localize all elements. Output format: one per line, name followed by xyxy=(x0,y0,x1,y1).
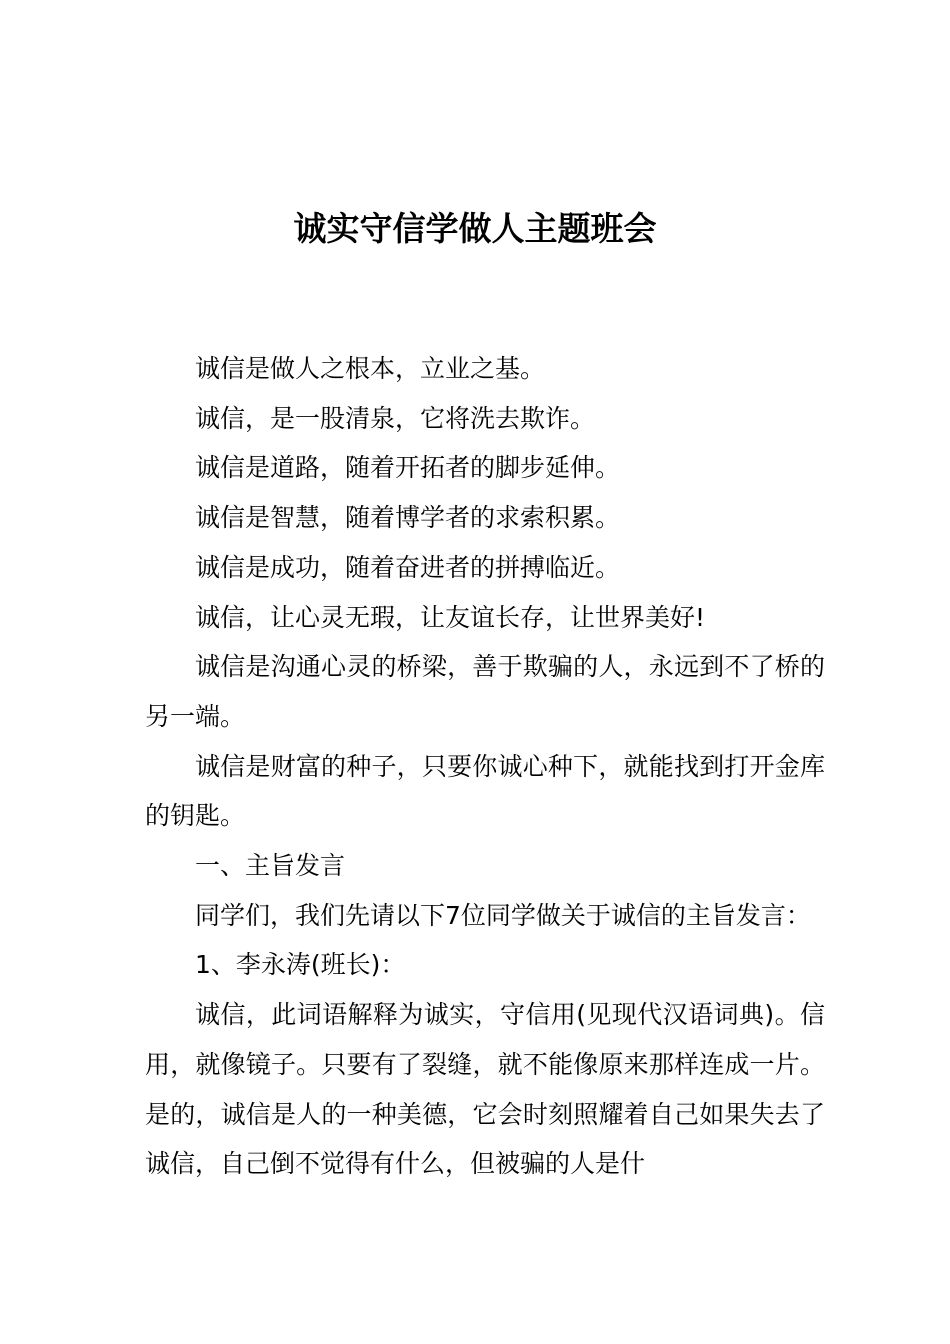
paragraph: 诚信是智慧，随着博学者的求索积累。 xyxy=(195,503,621,533)
paragraph: 诚信是财富的种子，只要你诚心种下，就能找到打开金库的钥匙。 xyxy=(145,751,825,831)
document-title: 诚实守信学做人主题班会 xyxy=(293,209,657,248)
paragraph: 诚信是做人之根本，立业之基。 xyxy=(195,354,546,383)
speaker-heading: 1、李永涛(班长)： xyxy=(195,950,406,980)
paragraph: 诚信，此词语解释为诚实，守信用(见现代汉语词典)。信用，就像镜子。只要有了裂缝，就不能像原来那样连成一片。是的，诚信是人的一种美德，它会时刻照耀着自己如果失去了诚信，自己倒不觉得有什么，但被骗的人是什 xyxy=(145,1000,825,1179)
paragraph: 诚信，让心灵无瑕，让友谊长存，让世界美好! xyxy=(195,602,706,632)
paragraph: 诚信是道路，随着开拓者的脚步延伸。 xyxy=(195,453,621,483)
section-heading: 一、主旨发言 xyxy=(195,851,346,881)
paragraph: 诚信，是一股清泉，它将洗去欺诈。 xyxy=(195,403,596,433)
paragraph: 诚信是沟通心灵的桥梁，善于欺骗的人，永远到不了桥的另一端。 xyxy=(145,652,825,731)
document-body xyxy=(145,344,825,1189)
paragraph: 诚信是成功，随着奋进者的拼搏临近。 xyxy=(195,552,621,582)
paragraph: 同学们，我们先请以下7位同学做关于诚信的主旨发言： xyxy=(195,900,811,930)
